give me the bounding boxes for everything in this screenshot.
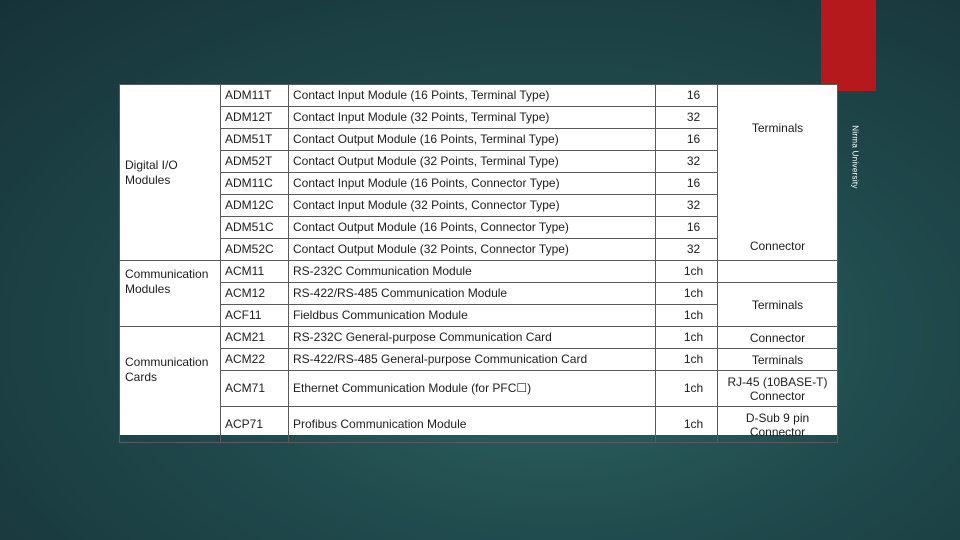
table-row	[120, 283, 838, 305]
model-cell: ACP71	[221, 407, 289, 443]
points-cell: 16	[656, 85, 718, 107]
module-table	[119, 84, 838, 443]
description-cell: Contact Output Module (32 Points, Terminal Type)	[289, 151, 656, 173]
model-cell: ACM22	[221, 349, 289, 371]
model-cell: ADM52C	[221, 239, 289, 261]
model-cell: ACM11	[221, 261, 289, 283]
description-cell: Fieldbus Communication Module	[289, 305, 656, 327]
description-cell: RS-422/RS-485 Communication Module	[289, 283, 656, 305]
model-cell: ADM11C	[221, 173, 289, 195]
model-cell: ADM12T	[221, 107, 289, 129]
connection-acm21: Connector	[718, 327, 838, 349]
side-label: Nirma University	[850, 125, 860, 189]
category-comm-modules: Communication Modules	[120, 261, 221, 327]
table-row	[120, 407, 838, 443]
model-cell: ADM51C	[221, 217, 289, 239]
model-cell: ADM12C	[221, 195, 289, 217]
description-cell: Contact Output Module (32 Points, Connector Type)	[289, 239, 656, 261]
description-cell: RS-232C Communication Module	[289, 261, 656, 283]
connection-acp71: D-Sub 9 pin Connector	[718, 407, 838, 443]
points-cell: 16	[656, 129, 718, 151]
model-cell: ACM12	[221, 283, 289, 305]
table-row	[120, 261, 838, 283]
module-table-container	[119, 84, 837, 439]
points-cell: 1ch	[656, 371, 718, 407]
connection-acm22: Terminals	[718, 349, 838, 371]
description-cell: Contact Output Module (16 Points, Terminal Type)	[289, 129, 656, 151]
points-cell: 32	[656, 151, 718, 173]
points-cell: 1ch	[656, 407, 718, 443]
description-cell: Contact Input Module (32 Points, Terminal Type)	[289, 107, 656, 129]
connection-digital-io	[718, 85, 838, 261]
points-cell: 16	[656, 173, 718, 195]
description-cell: RS-422/RS-485 General-purpose Communication Card	[289, 349, 656, 371]
connection-acm71: RJ-45 (10BASE-T) Connector	[718, 371, 838, 407]
description-cell: Contact Output Module (16 Points, Connector Type)	[289, 217, 656, 239]
connection-comm-terminals: Terminals	[718, 283, 838, 327]
points-cell: 32	[656, 239, 718, 261]
category-comm-cards: Communication Cards	[120, 327, 221, 443]
points-cell: 1ch	[656, 305, 718, 327]
points-cell: 32	[656, 195, 718, 217]
points-cell: 16	[656, 217, 718, 239]
points-cell: 32	[656, 107, 718, 129]
points-cell: 1ch	[656, 349, 718, 371]
table-row	[120, 327, 838, 349]
table-row	[120, 349, 838, 371]
model-cell: ACM71	[221, 371, 289, 407]
table-row	[120, 85, 838, 107]
model-cell: ADM52T	[221, 151, 289, 173]
description-cell: Profibus Communication Module	[289, 407, 656, 443]
points-cell: 1ch	[656, 283, 718, 305]
points-cell: 1ch	[656, 261, 718, 283]
description-cell: Contact Input Module (16 Points, Terminal Type)	[289, 85, 656, 107]
table-row	[120, 371, 838, 407]
model-cell: ACM21	[221, 327, 289, 349]
model-cell: ACF11	[221, 305, 289, 327]
connection-connector: Connector	[749, 239, 806, 253]
red-accent-tab	[821, 0, 876, 91]
description-cell: Contact Input Module (16 Points, Connector Type)	[289, 173, 656, 195]
model-cell: ADM11T	[221, 85, 289, 107]
description-cell: Contact Input Module (32 Points, Connector Type)	[289, 195, 656, 217]
description-cell: Ethernet Communication Module (for PFC☐)	[289, 371, 656, 407]
category-digital-io: Digital I/O Modules	[120, 85, 221, 261]
model-cell: ADM51T	[221, 129, 289, 151]
description-cell: RS-232C General-purpose Communication Card	[289, 327, 656, 349]
connection-terminals: Terminals	[751, 121, 804, 135]
connection-blank	[718, 261, 838, 283]
points-cell: 1ch	[656, 327, 718, 349]
